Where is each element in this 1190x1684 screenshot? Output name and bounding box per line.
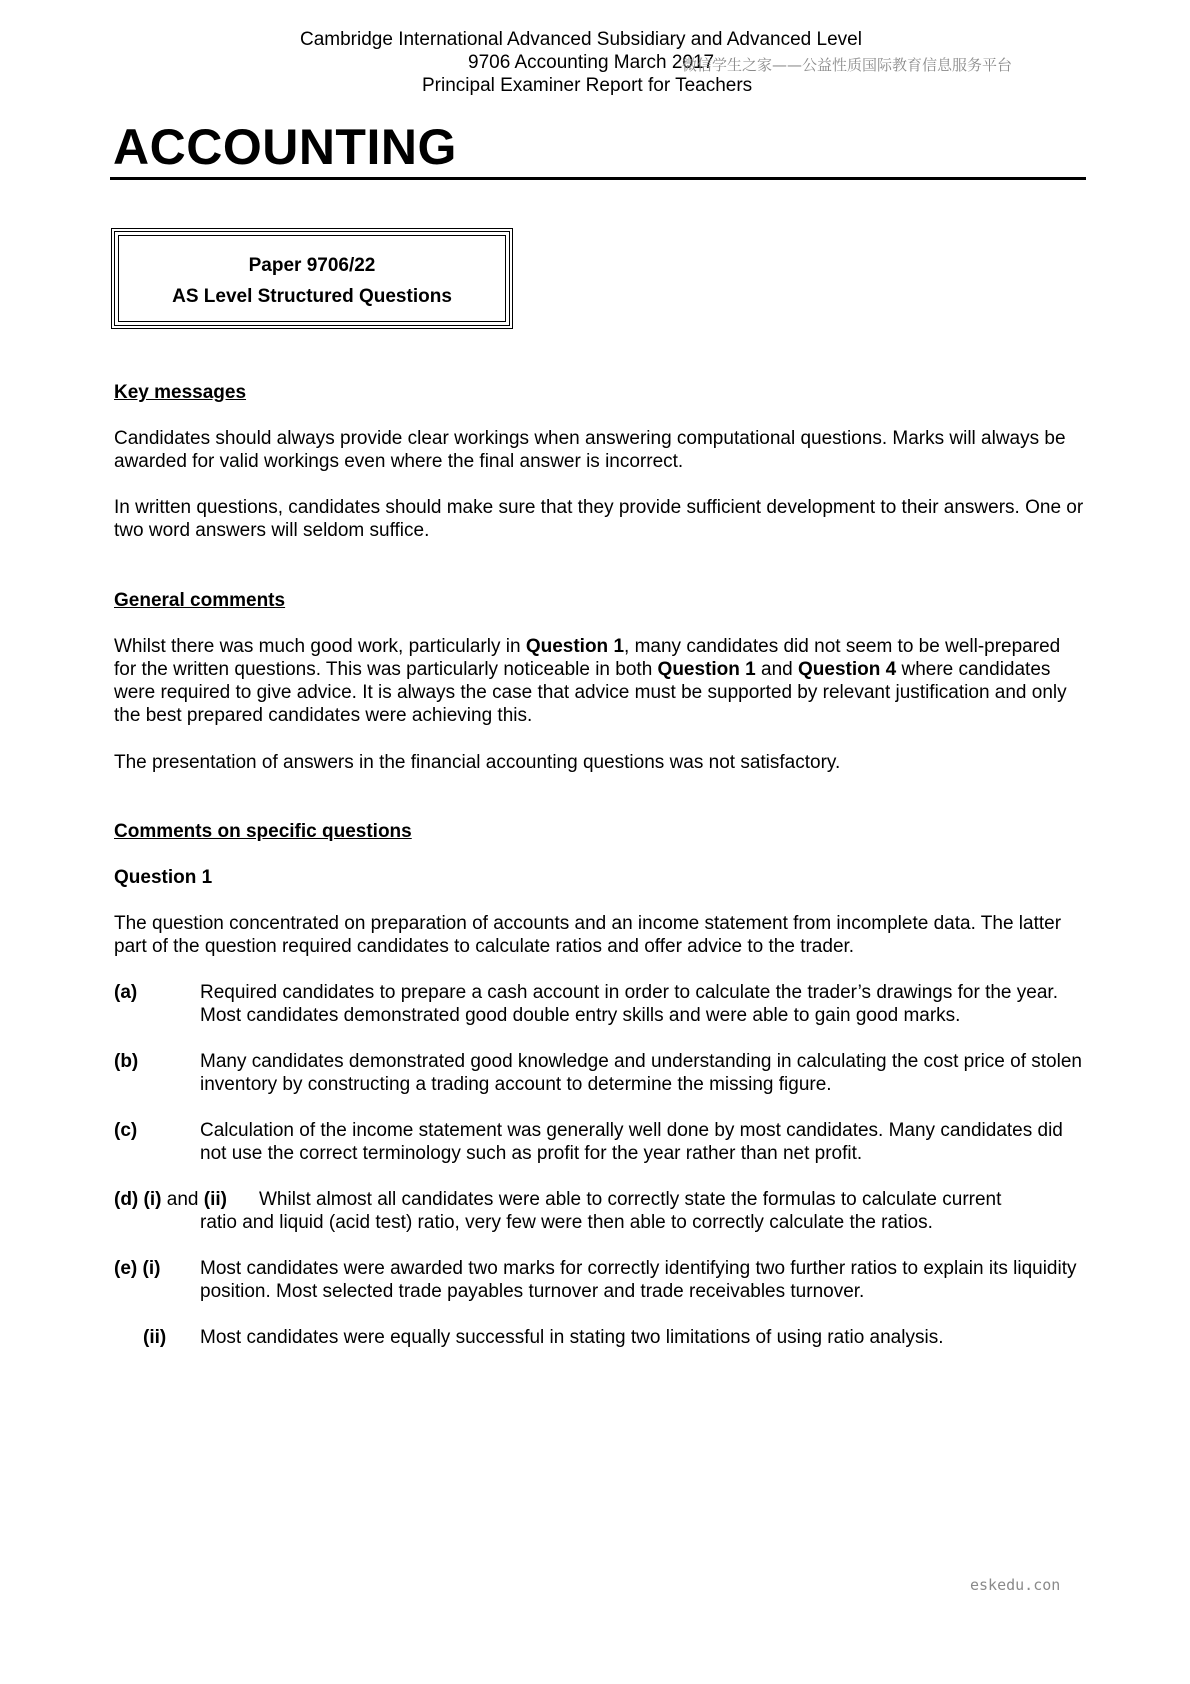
paper-title: AS Level Structured Questions — [172, 286, 452, 307]
gc-bold-question-1: Question 1 — [525, 636, 625, 657]
title-rule — [110, 177, 1086, 180]
key-messages-paragraph-2: In written questions, candidates should make sure that they provide sufficient development to their answers. One or two word answers will seldom suffice. — [114, 497, 1084, 541]
item-c-text: Calculation of the income statement was generally well done by most candidates. Many candidates did not use the correct terminology such as profit for the year rather than net profit. — [200, 1120, 1063, 1164]
item-d-text-rest: ratio and liquid (acid test) ratio, very few were then able to correctly calculate the ratios. — [200, 1212, 933, 1233]
key-messages-heading: Key messages — [114, 382, 247, 403]
item-b-label: (b) — [114, 1051, 139, 1072]
general-comments-heading: General comments — [114, 590, 286, 611]
header-line-3: Principal Examiner Report for Teachers — [422, 75, 753, 96]
paper-box-inner-border — [118, 235, 506, 322]
item-a-label: (a) — [114, 982, 138, 1003]
item-a-text: Required candidates to prepare a cash account in order to calculate the trader’s drawings for the year. Most candidates demonstrated good double entry skills and were able to gain good marks. — [200, 982, 1058, 1026]
gc-text: where candidates were required to give advice. It is always the case that advice must be supported by relevant justification and only the best prepared candidates were achieving this. — [114, 659, 1067, 726]
item-d-label-i: (d) (i) — [114, 1189, 162, 1210]
subject-title: ACCOUNTING — [113, 119, 457, 175]
specific-comments-heading: Comments on specific questions — [114, 821, 412, 842]
item-e-ii-label: (ii) — [143, 1327, 167, 1348]
header-line-1: Cambridge International Advanced Subsidiary and Advanced Level — [300, 29, 862, 50]
item-c-label: (c) — [114, 1120, 138, 1141]
item-e-ii-text: Most candidates were equally successful in stating two limitations of using ratio analysis. — [200, 1327, 944, 1348]
general-comments-paragraph-1 — [114, 635, 1084, 727]
gc-text: Whilst there was much good work, particularly in — [114, 636, 526, 657]
gc-text: and — [755, 659, 798, 680]
gc-bold-question-1: Question 1 — [657, 659, 756, 680]
item-d-text-first-line: Whilst almost all candidates were able to correctly state the formulas to calculate current — [259, 1189, 1002, 1210]
paper-code: Paper 9706/22 — [248, 255, 376, 276]
item-d-label — [114, 1188, 227, 1211]
item-e-i-label: (e) (i) — [114, 1258, 161, 1279]
footer-watermark: eskedu.con — [970, 1576, 1061, 1594]
general-comments-paragraph-2: The presentation of answers in the financial accounting questions was not satisfactory. — [114, 752, 841, 773]
item-d-label-and: and — [161, 1189, 204, 1210]
question-1-intro: The question concentrated on preparation of accounts and an income statement from incomplete data. The latter part of the question required candidates to calculate ratios and offer advice to the trader. — [114, 913, 1062, 957]
item-d-label-ii: (ii) — [203, 1189, 227, 1210]
gc-bold-question-4: Question 4 — [798, 659, 897, 680]
gc-text: , many candidates did not seem to be well-prepared for the written questions. This was particularly noticeable in both — [114, 636, 1061, 680]
watermark-text: 微信学生之家——公益性质国际教育信息服务平台 — [682, 56, 1013, 74]
key-messages-paragraph-1: Candidates should always provide clear workings when answering computational questions. Marks will always be awarded for valid workings even where the final answer is incorrect. — [114, 428, 1066, 472]
header-line-2: 9706 Accounting March 2017 — [468, 52, 715, 73]
question-1-heading: Question 1 — [114, 867, 213, 888]
paper-box — [111, 228, 513, 329]
item-b-text: Many candidates demonstrated good knowledge and understanding in calculating the cost price of stolen inventory by constructing a trading account to determine the missing figure. — [200, 1051, 1082, 1095]
item-e-i-text: Most candidates were awarded two marks for correctly identifying two further ratios to explain its liquidity position. Most selected trade payables turnover and trade receivables turnover. — [200, 1258, 1077, 1302]
